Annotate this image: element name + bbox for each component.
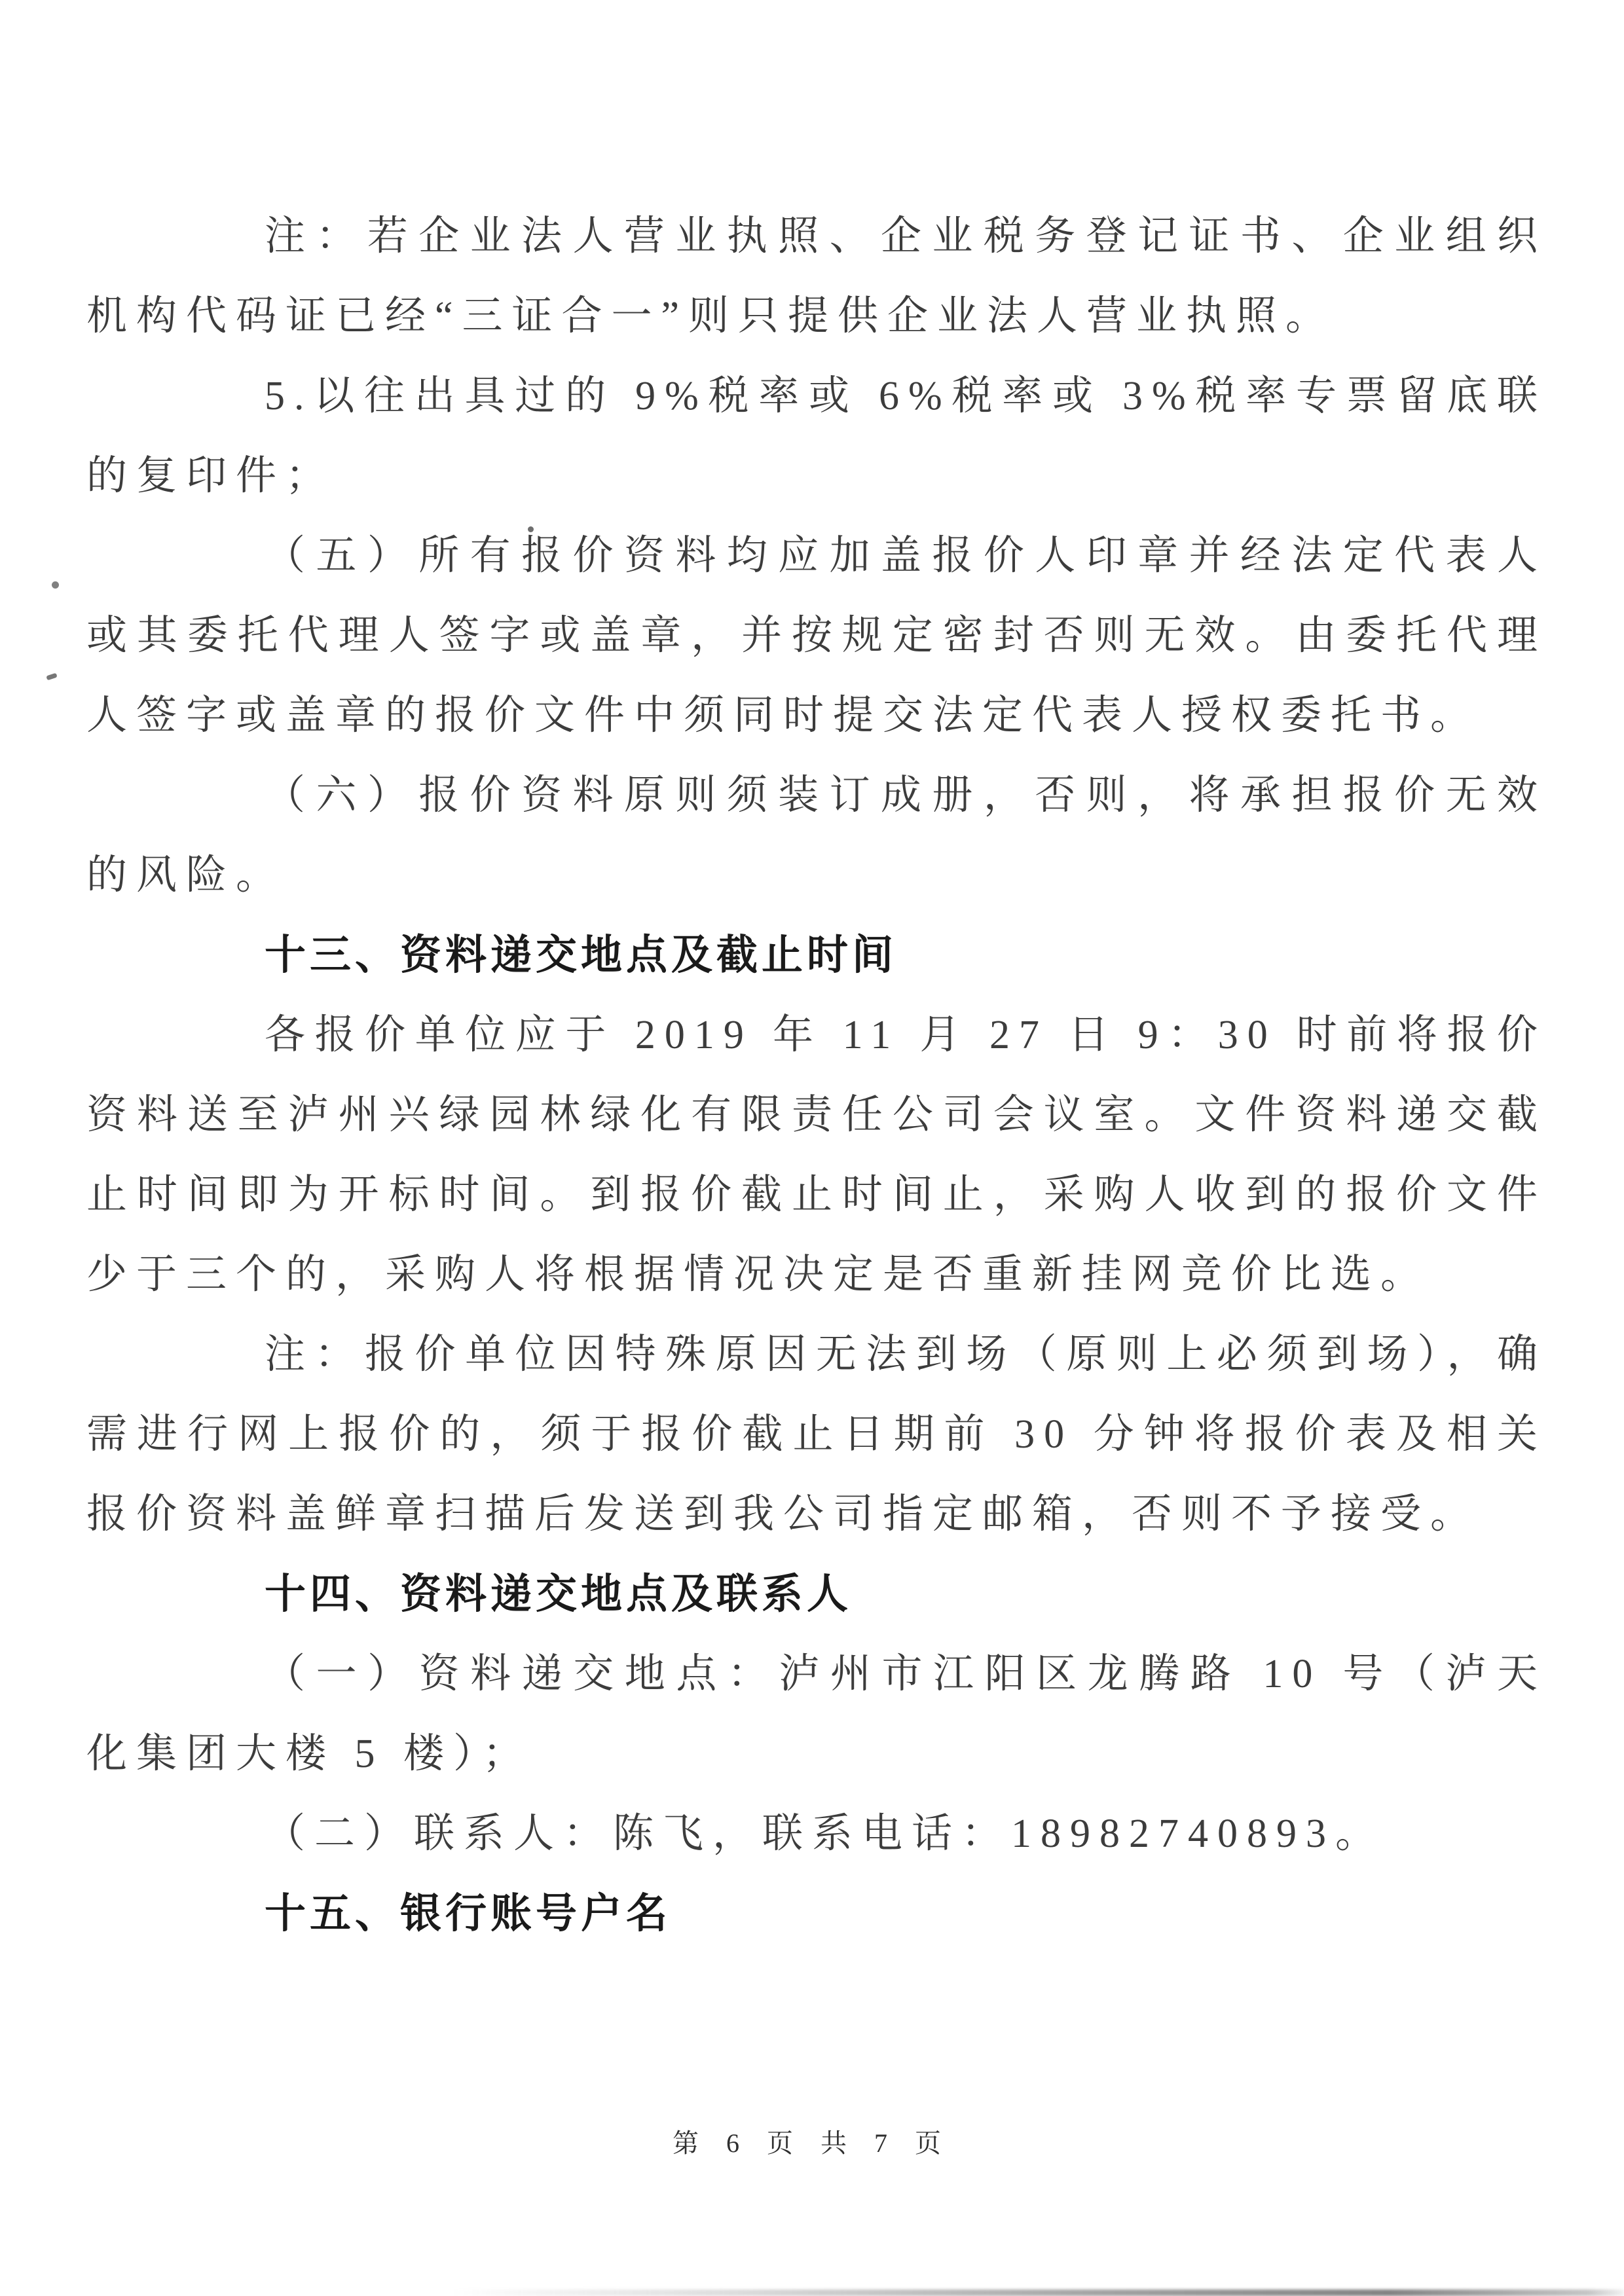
paragraph-contact-person: （二）联系人：陈飞，联系电话：18982740893。 xyxy=(265,1812,1386,1856)
paragraph-item-wu-seal-sign: （五）所有报价资料均应加盖报价人印章并经法定代表人或其委托代理人签字或盖章，并按规定密封否则无效。由委托代理人签字或盖章的报价文件中须同时提交法定代表人授权委托书。 xyxy=(86,534,1547,738)
paragraph-submission-address: （一）资料递交地点：泸州市江阳区龙腾路 10 号（泸天化集团大楼 5 楼）； xyxy=(86,1652,1547,1776)
page-number: 第 6 页 共 7 页 xyxy=(673,2128,951,2158)
section-heading-15: 十五、银行账号户名 xyxy=(265,1891,671,1937)
scan-edge-artifact xyxy=(452,2289,1624,2296)
paragraph-deadline-details: 各报价单位应于 2019 年 11 月 27 日 9：30 时前将报价资料送至泸州兴绿园林绿化有限责任公司会议室。文件资料递交截止时间即为开标时间。到报价截止时间止，采购人收到的报价文件少于三个的，采购人将根据情况决定是否重新挂网竞价比选。 xyxy=(86,1013,1547,1297)
scan-speck xyxy=(52,581,59,589)
paragraph-note-three-in-one: 注：若企业法人营业执照、企业税务登记证书、企业组织机构代码证已经“三证合一”则只提供企业法人营业执照。 xyxy=(86,214,1547,338)
scan-speck xyxy=(46,673,57,681)
document-body xyxy=(86,196,1547,1954)
section-heading-14: 十四、资料递交地点及联系人 xyxy=(265,1571,852,1617)
paragraph-item-liu-binding: （六）报价资料原则须装订成册，否则，将承担报价无效的风险。 xyxy=(86,773,1547,898)
paragraph-note-online-quote: 注：报价单位因特殊原因无法到场（原则上必须到场），确需进行网上报价的，须于报价截止日期前 30 分钟将报价表及相关报价资料盖鲜章扫描后发送到我公司指定邮箱，否则不予接受。 xyxy=(86,1332,1547,1537)
section-heading-13: 十三、资料递交地点及截止时间 xyxy=(265,932,897,978)
paragraph-item-5-tax-invoices: 5.以往出具过的 9%税率或 6%税率或 3%税率专票留底联的复印件； xyxy=(86,374,1547,498)
scan-speck xyxy=(528,526,534,532)
